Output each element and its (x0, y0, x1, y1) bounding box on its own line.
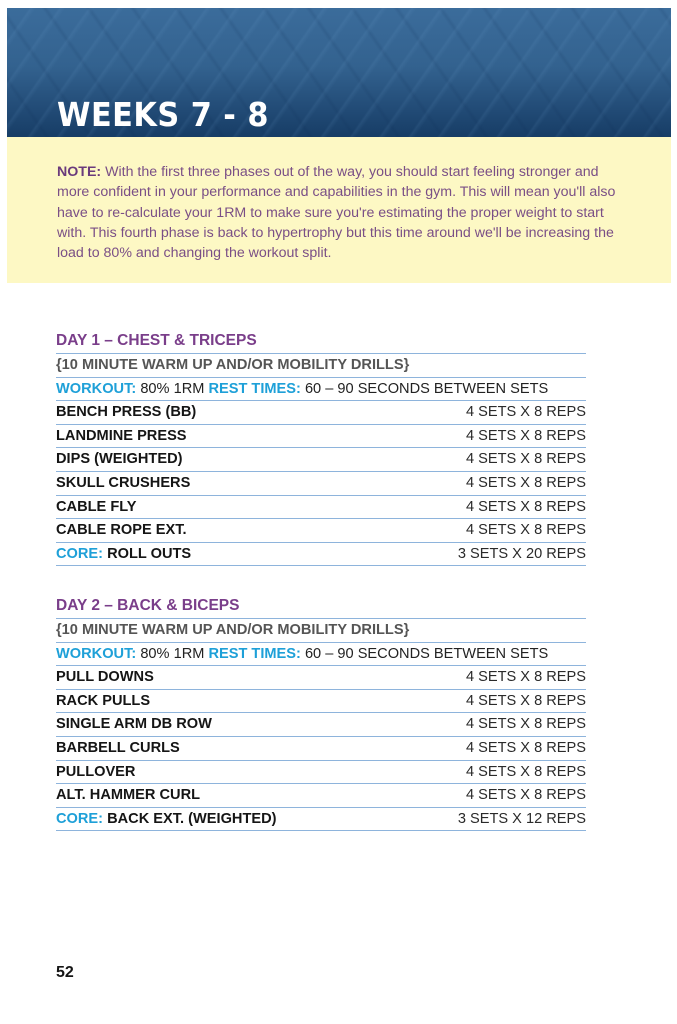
exercise-sets: 3 SETS X 20 REPS (457, 545, 586, 562)
exercise-sets: 4 SETS X 8 REPS (465, 739, 586, 756)
exercise-name: RACK PULLS (56, 692, 151, 709)
note-paragraph (57, 162, 617, 263)
day-2-section (56, 595, 586, 831)
exercise-name: DIPS (WEIGHTED) (56, 451, 183, 468)
day-1-section (56, 330, 586, 566)
workout-info-row (56, 378, 586, 402)
exercise-sets: 4 SETS X 8 REPS (465, 787, 586, 804)
exercise-row (56, 401, 586, 425)
exercise-name: BACK EXT. (WEIGHTED) (107, 810, 277, 827)
exercise-row (56, 666, 586, 690)
exercise-name: BARBELL CURLS (56, 739, 180, 756)
core-label: CORE: (56, 810, 108, 827)
warmup-row (56, 619, 586, 643)
exercise-sets: 3 SETS X 12 REPS (457, 810, 586, 827)
workout-label: WORKOUT: (56, 645, 137, 662)
exercise-row (56, 690, 586, 714)
exercise-row (56, 472, 586, 496)
exercise-sets: 4 SETS X 8 REPS (465, 763, 586, 780)
workout-info-row (56, 643, 586, 667)
exercise-sets: 4 SETS X 8 REPS (465, 427, 586, 444)
workout-value: 80% 1RM (136, 645, 209, 662)
exercise-name: LANDMINE PRESS (56, 427, 187, 444)
exercise-row (56, 448, 586, 472)
workout-value: 80% 1RM (136, 380, 209, 397)
core-label: CORE: (56, 545, 108, 562)
note-body: With the first three phases out of the way, you should start feeling stronger and more confident in your performance and capabilities in the gym. This will mean you'll also have to re-calculate your 1RM to make sure you're estimating the proper weight to start with. This fourth phase is back to hypertrophy but this time around we'll be increasing the load to 80% and changing the workout split. (57, 164, 616, 262)
header-banner (7, 8, 671, 137)
exercise-name: ROLL OUTS (107, 545, 192, 562)
exercise-name: ALT. HAMMER CURL (56, 787, 201, 804)
exercise-row (56, 784, 586, 808)
exercise-row (56, 713, 586, 737)
exercise-row (56, 519, 586, 543)
day-title: DAY 2 – BACK & BICEPS (56, 595, 586, 619)
exercise-row (56, 496, 586, 520)
warmup-row (56, 354, 586, 378)
exercise-row (56, 425, 586, 449)
exercise-sets: 4 SETS X 8 REPS (465, 692, 586, 709)
exercise-row (56, 737, 586, 761)
rest-value: 60 – 90 SECONDS BETWEEN SETS (300, 645, 549, 662)
page-number: 52 (56, 964, 74, 981)
warmup-text: {10 MINUTE WARM UP AND/OR MOBILITY DRILLS} (56, 622, 410, 638)
exercise-sets: 4 SETS X 8 REPS (465, 716, 586, 733)
exercise-name: PULLOVER (56, 763, 136, 780)
exercise-sets: 4 SETS X 8 REPS (465, 522, 586, 539)
exercise-sets: 4 SETS X 8 REPS (465, 451, 586, 468)
core-exercise-row (56, 543, 586, 567)
core-exercise-row (56, 808, 586, 832)
page-title: WEEKS 7 - 8 (57, 95, 269, 134)
note-box (7, 137, 671, 283)
exercise-sets: 4 SETS X 8 REPS (465, 404, 586, 421)
exercise-name: SKULL CRUSHERS (56, 474, 191, 491)
exercise-name: CABLE FLY (56, 498, 137, 515)
exercise-name: PULL DOWNS (56, 669, 154, 686)
exercise-sets: 4 SETS X 8 REPS (465, 474, 586, 491)
exercise-sets: 4 SETS X 8 REPS (465, 498, 586, 515)
warmup-text: {10 MINUTE WARM UP AND/OR MOBILITY DRILLS} (56, 357, 410, 373)
rest-value: 60 – 90 SECONDS BETWEEN SETS (300, 380, 549, 397)
exercise-name: SINGLE ARM DB ROW (56, 716, 212, 733)
rest-label: REST TIMES: (208, 645, 301, 662)
exercise-sets: 4 SETS X 8 REPS (465, 669, 586, 686)
rest-label: REST TIMES: (208, 380, 301, 397)
note-label: NOTE: (57, 164, 102, 180)
day-title: DAY 1 – CHEST & TRICEPS (56, 330, 586, 354)
exercise-name: CABLE ROPE EXT. (56, 522, 187, 539)
workout-label: WORKOUT: (56, 380, 137, 397)
exercise-row (56, 761, 586, 785)
exercise-name: BENCH PRESS (BB) (56, 404, 197, 421)
